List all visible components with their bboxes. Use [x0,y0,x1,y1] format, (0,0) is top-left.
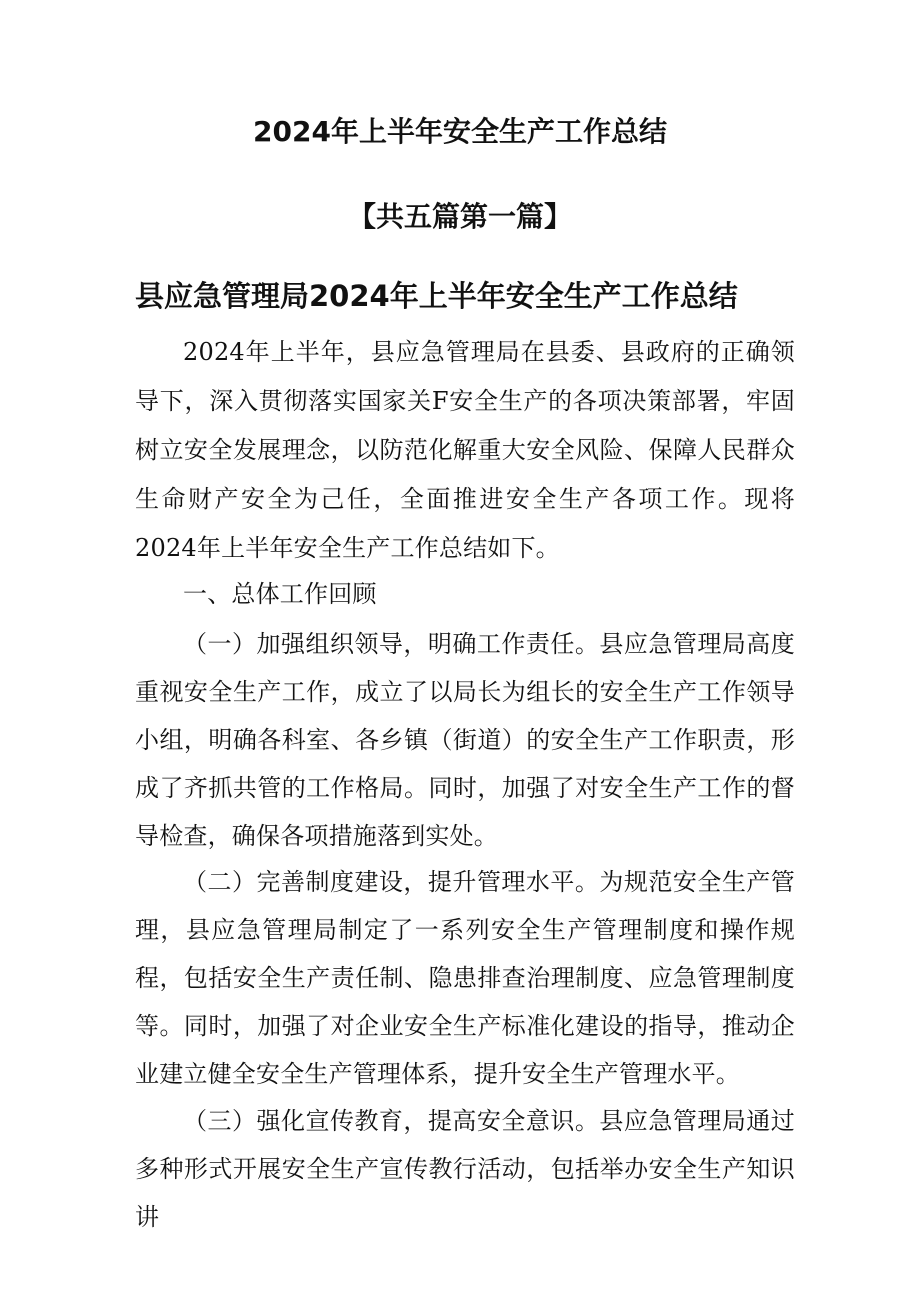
item-one-paragraph: （一）加强组织领导，明确工作责任。县应急管理局高度重视安全生产工作，成立了以局长为组长的安全生产工作领导小组，明确各科室、各乡镇（街道）的安全生产工作职责，形成了齐抓共管的工作格局。同时，加强了对安全生产工作的督导检查，确保各项措施落到实处。 [135,630,795,850]
document-title: 2024年上半年安全生产工作总结 [253,115,667,148]
document-subtitle: 【共五篇第一篇】 [347,200,572,233]
section-one-heading: 一、总体工作回顾 [183,580,377,608]
section-one-block [135,570,795,619]
section-heading: 县应急管理局2024年上半年安全生产工作总结 [135,279,738,313]
item-two-paragraph: （二）完善制度建设，提升管理水平。为规范安全生产管理，县应急管理局制定了一系列安全生产管理制度和操作规程，包括安全生产责任制、隐患排查治理制度、应急管理制度等。同时，加强了对企业安全生产标准化建设的指导，推动企业建立健全安全生产管理体系，提升安全生产管理水平。 [135,868,795,1088]
item-two-block [135,858,795,1098]
intro-paragraph: 2024年上半年，县应急管理局在县委、县政府的正确领导下，深入贯彻落实国家关F安全生产的各项决策部署，牢固树立安全发展理念，以防范化解重大安全风险、保障人民群众生命财产安全为己任，全面推进安全生产各项工作。现将2024年上半年安全生产工作总结如下。 [135,338,795,562]
item-three-block [135,1097,795,1241]
item-one-block [135,620,795,860]
intro-paragraph-block [135,328,795,573]
item-three-paragraph: （三）强化宣传教育，提高安全意识。县应急管理局通过多种形式开展安全生产宣传教行活动，包括举办安全生产知识讲 [135,1107,795,1231]
